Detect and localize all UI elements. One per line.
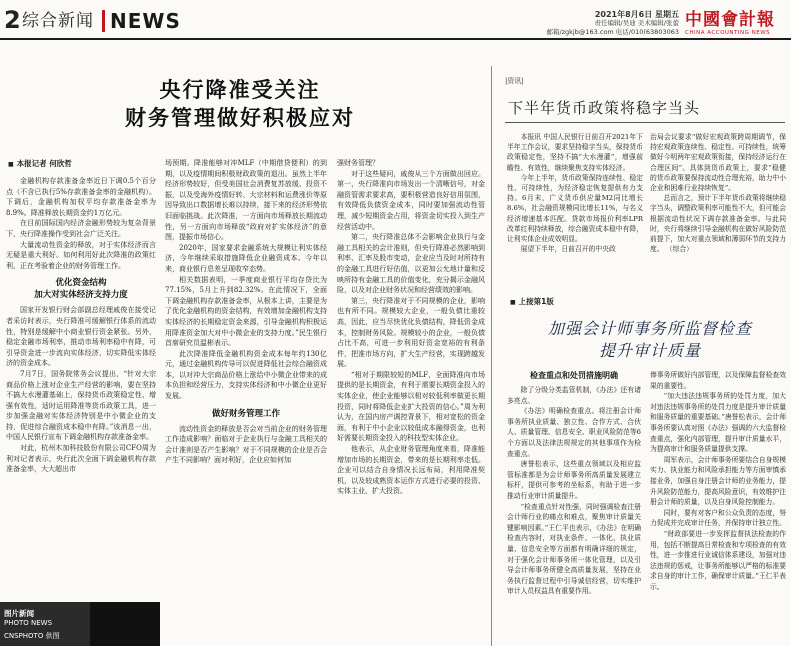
masthead (0, 0, 791, 46)
paragraph: 大量流动性资金的释放，对于实体经济而言无疑是重大利好。如何利用好此次降准的政策红利，正在考验着企业的财务管理工作。 (6, 240, 156, 270)
byline: ■ 本报记者 何欣哲 (8, 158, 72, 169)
paragraph: 治局会议要求“做好宏观政策跨周期调节，保持宏观政策连续性、稳定性、可持续性，统筹做好今明两年宏观政策衔接，保持经济运行在合理区间”。具体到货币政策上，要求“稳健的货币政策要保持流动性合理充裕，助力中小企业和困难行业持续恢复”。 (650, 133, 786, 193)
logo-en: CHINA ACCOUNTING NEWS (685, 30, 771, 36)
paragraph: 《办法》明确检查重点。将注册会计师事务所执业质量、独立性、合作方式、合伙人、质量管理、信息安全、职业风险防范等6个方面以及法律法规规定的其他事项作为检查重点。 (507, 407, 641, 458)
section-news-label: NEWS (110, 9, 181, 33)
page-number: 2 (4, 6, 21, 34)
paragraph: 今年上半年，货币政策保持连续性、稳定性、可持续性，为经济稳定恢复提供有力支持。6月末，广义货币供应量M2同比增长8.6%，社会融资规模同比增长11%，与名义经济增速基本匹配。贷款市场报价利率LPR改革红利持续释放，综合融资成本稳中有降，让利实体企业成效明显。 (507, 173, 643, 244)
newspaper-logo (685, 10, 781, 40)
news-tag: |资讯| (505, 77, 524, 85)
subheading-finance: 做好财务管理工作 (211, 408, 280, 419)
lead-column-b (165, 158, 327, 646)
masthead-rule (0, 38, 791, 40)
lead-column-a (6, 176, 156, 586)
subheading-focus: 检查重点和处罚措施明确 (530, 371, 618, 380)
subheading-structure: 优化资金结构 加大对实体经济支持力度 (34, 278, 128, 301)
paragraph: 第二，央行降准总体不会影响企业执行与金融工具相关的会计准则，但央行降准必然影响到利率、汇率及股市变动，企业应当及时对所持有的金融工具进行好估值，以更加公允地计量和反映所持有金融工具的价值变化，充分揭示金融风险，以及对企业财务状况和经营绩效的影响。 (337, 233, 485, 295)
lead-headline-line1: 央行降准受关注 (159, 78, 321, 102)
audit-column-2 (650, 370, 786, 646)
issue-meta (546, 10, 679, 37)
paragraph: 对此，杭州木加科技股份有限公司CFO周为利对记者表示，央行此次全面下调金融机构存款准备金率，大大超出市 (6, 444, 156, 474)
paragraph: “财政部要进一步发挥监督执法检查的作用，包括不断提高日常检查和专项检查的有效性，进一步推进行业诚信体系建设，加强对违法违规的惩戒，让事务所能够以严格的标准要求自身的审计工作，确保审计质量。”王仁平表示。 (650, 529, 786, 591)
photo-credit: CNSPHOTO 供图 (4, 632, 60, 640)
paragraph: 在目前国际国内经济金融形势较为复杂背景下，央行降准操作受到社会广泛关注。 (6, 219, 156, 238)
audit-column-1 (507, 370, 641, 646)
paragraph: 第三，央行降准对于不同规模的企业，影响也有所不同。规模较大企业，一般负债比重较高，因此，应当尽快优化负债结构，降低资金成本，控制财务风险。规模较小的企业，一般负债占比不高，可进一步利用好资金宽裕的有利条件，把准市场方向，扩大生产经营，实现跨越发展。 (337, 296, 485, 369)
paragraph: 对于这些疑问，戚俊从三个方面做出回应。第一，央行降准向市场发出一个清晰信号，对金融资管需求要求高，要积极营造良好信用氛围，有效降低负债资金成本，同时要加强流动性管理，减少短期资金占用，将资金切实投入到生产经营活动中。 (337, 169, 485, 231)
paragraph: 总而言之，预计下半年货币政策将继续稳字当头，调整政策利率可能性不大，但可能会根据流动性状况下调存款准备金率。与此同时，央行将继续引导金融机构在做好风险防范前提下，加大对重点领域和薄弱环节的支持力度。 （综合） (650, 194, 786, 254)
issue-date: 2021年8月6日 星期五 (594, 10, 679, 19)
paragraph: 流动性资金的释放是否会对当前企业的财务管理工作造成影响？面临对于企业执行与金融工具相关的会计准则是否产生影响？对于不同规模的企业是否会产生不同影响？面对利好，企业应如何加 (165, 424, 327, 465)
lead-headline-line2: 财务管理做好积极应对 (125, 106, 355, 130)
paragraph: 展望下半年，日前召开的中央政 (520, 245, 616, 254)
paragraph: 国家开发银行财会部副总经理戚俊在接受记者采访时表示，央行降准可缓解银行体系的流动性，特别是缓解中小商业银行资金紧张。另外，稳定金融市场利率，推动市场利率稳中有降，可引导资金进一步流向实体经济，切实降低实体经济的资金成本。 (6, 306, 156, 368)
audit-headline (520, 318, 780, 362)
paragraph: 2020年，国家要求金融系统大规模让利实体经济，今年继续采取措施降低企业融资成本。今年以来，商业银行息差呈现收窄态势。 (165, 243, 327, 273)
paragraph: 相关数据表明，一季度商业银行平均存贷比为77.15%，5月上升到82.32%。在此情况下，全面下调金融机构存款准备金率，从根本上讲，主要是为了优化金融机构的资金结构，有效增加金融机构支持实体经济的长期稳定资金来源，引导金融机构积极运用降准资金加大对中小微企业的支持力度。”民生银行首席研究员温彬表示。 (165, 275, 327, 348)
paragraph: 金融机构存款准备金率近日下调0.5个百分点（不含已执行5%存款准备金率的金融机构）。下调后，金融机构加权平均存款准备金率为8.9%。降准释放长期资金约1万亿元。 (6, 177, 156, 217)
photo-news-en: PHOTO NEWS (4, 619, 53, 627)
lead-headline (80, 76, 400, 132)
photo-news-box (0, 602, 160, 646)
contact-line: 邮箱/zgkjb@163.com 电话/010(63803063 (546, 28, 679, 36)
paragraph: 唐誉松表示，这些重点领域以及相应监管标准都是为会计师事务所高质量发展建立标杆，提供可参考的坐标系，有助于进一步推动行业审计质量提升。 (507, 460, 641, 500)
photo-news-label: 图片新闻 (4, 609, 34, 618)
continued-tag: ■ 上接第1版 (510, 296, 554, 307)
paragraph: 除了分级分类监管机制，《办法》还有诸多亮点。 (507, 386, 641, 405)
editors-line: 责任编辑/吴迪 美术编辑/张蕾 (594, 19, 679, 27)
column-divider (491, 66, 492, 646)
section-divider (102, 10, 105, 32)
logo-cn: 中國會計報 (685, 10, 775, 30)
headline-rule (505, 122, 785, 123)
paragraph: 强财务管理？ (337, 159, 379, 167)
paragraph: 周军表示，会计师事务所要结合自身规模实力、执业能力和风险承担能力等方面审慎承接业务，加强自身注册会计师的业务能力，提升风险防范能力，提高风险意识，有效维护注册会计师的质量，以及自身风险控制能力。 (650, 455, 786, 507)
policy-column-2 (650, 132, 786, 288)
paragraph: 本报讯 中国人民银行日前召开2021年下半年工作会议，要求坚持稳字当头，保持货币政策稳定性，坚持不搞“大水漫灌”，增强前瞻性、有效性，继续聚焦支持实体经济。 (507, 133, 643, 172)
paragraph: 7月7日，国务院常务会议提出，“针对大宗商品价格上涨对企业生产经营的影响，要在坚持不搞大水漫灌基础上，保持货币政策稳定性、增强有效性，适时运用降准等货币政策工具，进一步加强金融对实体经济特别是中小微企业的支持，促进综合融资成本稳中有降。”该消息一出，中国人民银行宣布下调金融机构存款准备金率。 (6, 369, 156, 442)
paragraph: “检查重点针对性强，同时强调检查注册会计师行业的痛点和难点，聚焦审计质量关键影响因素。”王仁平也表示，《办法》在明确检查内容时，对执业条件、一体化、执业质量、信息安全等方面都有明确详细的规定，对于强化会计师事务所一体化管理，以及引导会计师事务所健全高质量发展，坚持在业务执行监督过程中引导诚信经营，切实维护审计人员权益具有重要作用。 (507, 502, 641, 596)
paragraph: 俸事务所做好内部管理，以及保障监督检查效果的重要性。 (650, 371, 786, 390)
paragraph: 他表示，从企业财务管理角度来看，降准能增加市场的长期资金，带来的是长期利率走低。企业可以结合自身情况长远布局，利用降准契机，以及较成熟资本运作方式进行必要的投资、实体主业、扩大投资。 (337, 445, 485, 496)
audit-headline-line1: 加强会计师事务所监督检查 (547, 319, 752, 338)
paragraph: 同时，要有对客户和公众负责的态度，努力促成并完成审计任务，并保持审计独立性。 (650, 508, 786, 528)
photo-placeholder (90, 602, 160, 646)
paragraph: “加大违法违规事务所的处罚力度，加大对违法违规事务所的处罚力度是提升审计质量和服务质量的重要基础。”唐誉松表示，会计师事务所要认真对照《办法》强调的六大监督检查重点，强化内部管理，提升审计质量水平，为提高审计和服务质量提供支撑。 (650, 392, 786, 454)
lead-column-c (337, 158, 485, 646)
monetary-policy-headline: 下半年货币政策将稳字当头 (508, 99, 701, 117)
paragraph: 此次降准降低金融机构资金成本每年约130亿元，通过金融机构传导可以促进降低社会综合融资成本，以对冲大宗商品价格上涨给中小微企业带来的成本负担和经营压力，支持实体经济和中小微企业更好发展。 (165, 349, 327, 401)
section-name: 综合新闻 (22, 11, 94, 31)
audit-headline-line2: 提升审计质量 (598, 341, 701, 360)
policy-column-1 (507, 132, 643, 288)
paragraph: 场预期。降准能够对冲MLF（中期借贷便利）的到期，以及疫情期间积极财政政策的退出。虽然上半年经济形势较好，但受美国社会消费复苏放缓、投资不振，以及受海外疫情好转、大宗材料和运费涨价等原因导致出口数据增长难以持续，接下来的经济形势依旧面临挑战。此次降准，一方面向市场释放长期流动性，另一方面向市场释放“政府对扩实体经济”的意图，提振市场信心。 (165, 159, 327, 242)
paragraph: “相对于期限较短的MLF，全面降准向市场提供的是长期资金，有利于需要长期资金投入的实体企业，使企业能够以相对较低利率做更长期投资，同时将降低企业扩大投资的信心。”周为利认为，在国内房产调控背景下，相对宽松的资金面，有利于中小企业以较低成本融得资金，也利好需要长期资金投入的科技型实体企业。 (337, 370, 485, 443)
